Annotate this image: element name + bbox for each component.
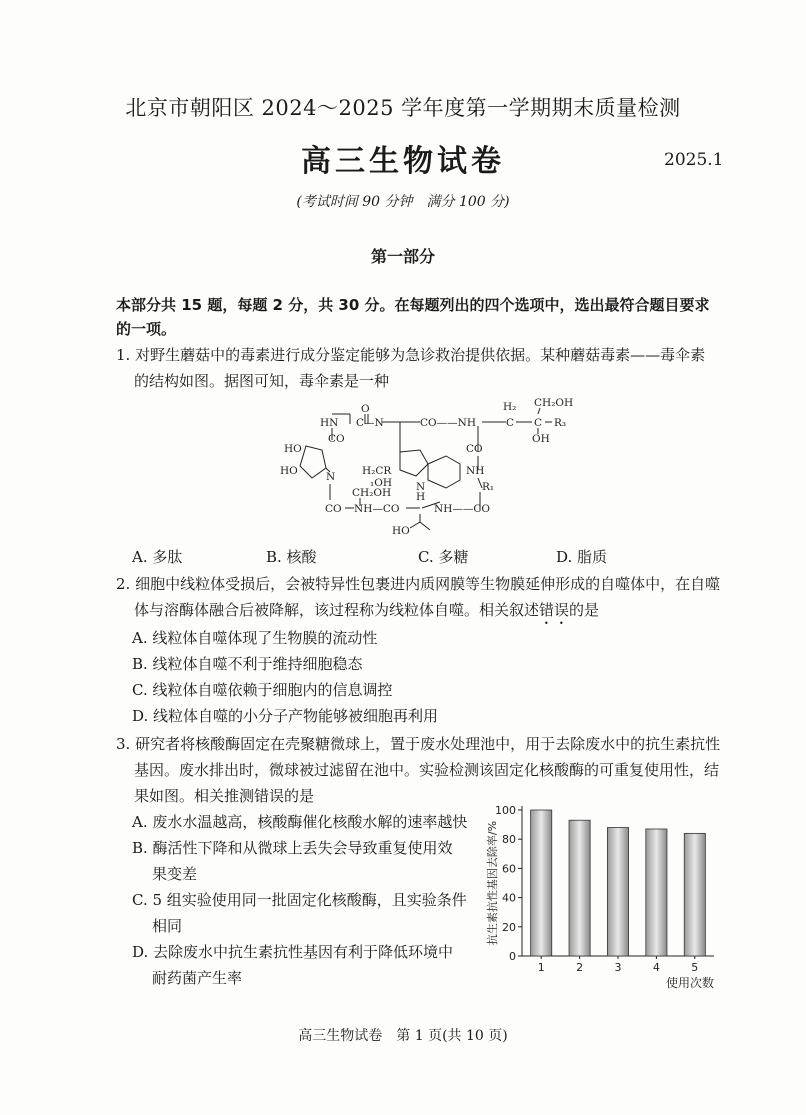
q3-option-b[interactable]: B. 酶活性下降和从微球上丢失会导致重复使用效 [132, 839, 453, 857]
y-tick-label: 60 [502, 862, 516, 876]
part-heading: 第一部分 [370, 247, 435, 266]
q3-option-d[interactable]: D. 去除废水中抗生素抗性基因有利于降低环境中 [132, 943, 454, 961]
q2-option-b[interactable]: B. 线粒体自噬不利于维持细胞稳态 [132, 655, 363, 673]
q2-text-b: 的是 [569, 601, 600, 619]
label-c1: C [506, 417, 515, 429]
q2-text-a: 体与溶酶体融合后被降解，该过程称为线粒体自噬。相关叙述 [134, 601, 540, 619]
bar-5 [684, 833, 705, 956]
label-ho1: HO [284, 443, 302, 455]
part-intro: 本部分共 15 题，每题 2 分，共 30 分。在每题列出的四个选项中，选出最符合题目要求 [116, 296, 710, 314]
label-nh-co: NH——CO [434, 503, 490, 515]
removal-rate-bar-chart [482, 800, 722, 990]
y-tick-label: 100 [495, 804, 516, 817]
part-intro-cont: 的一项。 [116, 320, 177, 338]
exam-date: 2025.1 [664, 150, 724, 170]
x-tick-label: 3 [614, 961, 622, 974]
y-axis-label: 抗生素抗性基因去除率/% [486, 820, 499, 946]
label-h-indole: H [416, 491, 426, 503]
label-hn: HN [320, 417, 339, 429]
y-tick-label: 0 [509, 950, 516, 963]
x-tick-label: 5 [691, 961, 699, 974]
label-h2: H₂ [503, 401, 517, 413]
label-o: O [361, 403, 370, 415]
q3-option-d-cont: 耐药菌产生率 [152, 969, 243, 987]
y-tick-label: 80 [502, 833, 516, 847]
label-ch2oh-bottom: CH₂OH [352, 487, 392, 499]
label-co-mid: CO [466, 443, 483, 455]
q2-option-c[interactable]: C. 线粒体自噬依赖于细胞内的信息调控 [132, 681, 393, 699]
x-axis-label: 使用次数 [665, 976, 714, 990]
x-tick-label: 4 [652, 961, 660, 974]
question-1-stem-cont: 的结构如图。据图可知，毒伞素是一种 [134, 372, 390, 390]
bar-2 [569, 820, 590, 956]
question-3-stem-cont2: 果如图。相关推测错误的是 [134, 787, 315, 805]
q1-option-b[interactable]: B. 核酸 [266, 548, 317, 566]
chart-labels [485, 804, 714, 990]
y-tick-label: 40 [502, 891, 516, 905]
q1-option-a[interactable]: A. 多肽 [132, 548, 183, 566]
label-ho2: HO [280, 465, 298, 477]
q3-option-b-cont: 果变差 [152, 865, 198, 883]
amatoxin-structure-diagram [270, 392, 590, 542]
label-co-left: CO [328, 433, 345, 445]
label-r-oh: ₁OH [370, 477, 392, 489]
x-tick-label: 1 [537, 961, 545, 974]
label-c2: C [534, 417, 543, 429]
label-r1: R₁ [482, 481, 495, 493]
chart-bars [531, 810, 706, 956]
q3-option-a[interactable]: A. 废水水温越高，核酸酶催化核酸水解的速率越快 [132, 813, 468, 831]
question-2-stem-cont [134, 599, 599, 628]
label-co-nh: CO——NH [420, 417, 476, 429]
page-footer: 高三生物试卷 第 1 页(共 10 页) [298, 1028, 508, 1044]
question-2-stem: 2. 细胞中线粒体受损后，会被特异性包裹进内质网膜等生物膜延伸形成的自噬体中，在自噬 [116, 575, 721, 593]
label-nh-right: NH [466, 465, 485, 477]
y-tick-label: 20 [502, 920, 516, 934]
label-oh-right: OH [532, 433, 550, 445]
q2-option-a[interactable]: A. 线粒体自噬体现了生物膜的流动性 [132, 629, 378, 647]
bar-3 [607, 828, 628, 956]
q1-option-c[interactable]: C. 多糖 [418, 548, 469, 566]
bar-4 [646, 829, 667, 956]
question-3-stem: 3. 研究者将核酸酶固定在壳聚糖微球上，置于废水处理池中，用于去除废水中的抗生素抗性 [116, 735, 721, 753]
exam-header: 北京市朝阳区 2024～2025 学年度第一学期期末质量检测 [125, 96, 681, 120]
label-h2cr: H₂CR [362, 465, 392, 477]
label-nh-co-bottom: NH—CO [354, 503, 400, 515]
question-3-stem-cont: 基因。废水排出时，微球被过滤留在池中。实验检测该固定化核酸酶的可重复使用性，结 [134, 761, 720, 779]
label-ho-bottom: HO [392, 525, 410, 537]
label-ch2oh-top: CH₂OH [534, 397, 574, 409]
q2-option-d[interactable]: D. 线粒体自噬的小分子产物能够被细胞再利用 [132, 707, 439, 725]
bar-1 [531, 810, 552, 956]
q3-option-c[interactable]: C. 5 组实验使用同一批固定化核酸酶，且实验条件 [132, 891, 467, 909]
page-title: 高三生物试卷 [301, 144, 505, 179]
x-tick-label: 2 [576, 961, 584, 974]
label-n-indole: N [416, 481, 426, 493]
q1-option-d[interactable]: D. 脂质 [556, 548, 608, 566]
label-co-bottom-left: CO [325, 503, 342, 515]
label-r3: R₃ [554, 417, 567, 429]
label-c-n: C—N [356, 417, 384, 429]
q2-emphasis: 错误 [539, 601, 570, 619]
label-n-ring: N [326, 471, 336, 483]
exam-info: (考试时间 90 分钟 满分 100 分) [296, 194, 510, 210]
question-1-stem: 1. 对野生蘑菇中的毒素进行成分鉴定能够为急诊救治提供依据。某种蘑菇毒素——毒伞素 [116, 346, 706, 364]
q3-option-c-cont: 相同 [152, 917, 183, 935]
